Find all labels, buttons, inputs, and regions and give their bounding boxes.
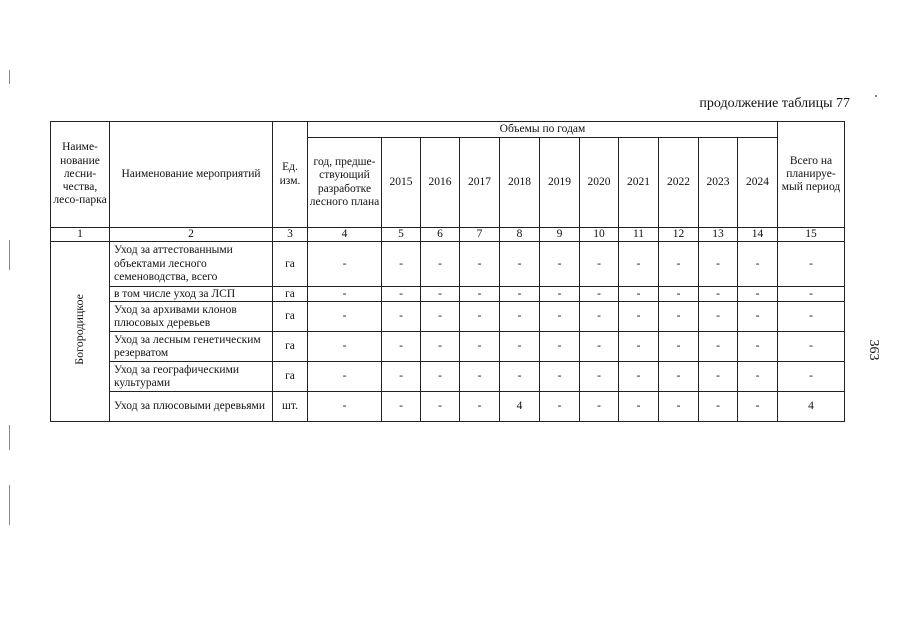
header-total: Всего на планируе-мый период xyxy=(778,122,845,228)
value-cell: - xyxy=(308,242,382,287)
header-volumes: Объемы по годам xyxy=(308,122,778,138)
value-cell: - xyxy=(540,332,580,362)
value-cell: - xyxy=(699,287,738,302)
unit-cell: га xyxy=(273,287,308,302)
column-number: 11 xyxy=(619,228,659,242)
value-cell: - xyxy=(580,332,619,362)
value-cell: - xyxy=(580,302,619,332)
header-year: 2023 xyxy=(699,138,738,228)
value-cell: - xyxy=(699,392,738,422)
value-cell: - xyxy=(460,392,500,422)
value-cell: - xyxy=(580,242,619,287)
value-cell: - xyxy=(421,302,460,332)
column-number: 2 xyxy=(110,228,273,242)
value-cell: - xyxy=(500,287,540,302)
total-cell: 4 xyxy=(778,392,845,422)
value-cell: - xyxy=(619,362,659,392)
unit-cell: га xyxy=(273,332,308,362)
value-cell: - xyxy=(540,242,580,287)
column-number: 6 xyxy=(421,228,460,242)
value-cell: - xyxy=(659,392,699,422)
header-year: 2022 xyxy=(659,138,699,228)
value-cell: - xyxy=(460,287,500,302)
value-cell: - xyxy=(382,242,421,287)
value-cell: - xyxy=(382,287,421,302)
column-number: 4 xyxy=(308,228,382,242)
value-cell: - xyxy=(382,332,421,362)
header-activity: Наименование мероприятий xyxy=(110,122,273,228)
value-cell: - xyxy=(421,392,460,422)
activity-name: Уход за географическими культурами xyxy=(110,362,273,392)
page-number: 363 xyxy=(866,339,881,361)
table-row xyxy=(51,362,845,392)
column-number: 8 xyxy=(500,228,540,242)
total-cell: - xyxy=(778,242,845,287)
value-cell: - xyxy=(659,302,699,332)
value-cell: - xyxy=(382,362,421,392)
header-year: 2017 xyxy=(460,138,500,228)
header-forestry: Наиме-нование лесни-чества, лесо-парка xyxy=(51,122,110,228)
value-cell: - xyxy=(619,392,659,422)
header-year: 2021 xyxy=(619,138,659,228)
value-cell: - xyxy=(308,287,382,302)
header-row-top xyxy=(51,122,845,138)
table-row xyxy=(51,392,845,422)
activity-name: в том числе уход за ЛСП xyxy=(110,287,273,302)
value-cell: - xyxy=(540,392,580,422)
value-cell: - xyxy=(659,242,699,287)
header-year: 2016 xyxy=(421,138,460,228)
value-cell: - xyxy=(308,362,382,392)
value-cell: - xyxy=(619,287,659,302)
value-cell: - xyxy=(421,242,460,287)
unit-cell: га xyxy=(273,362,308,392)
table-row xyxy=(51,332,845,362)
value-cell: - xyxy=(619,302,659,332)
column-number: 12 xyxy=(659,228,699,242)
header-year: 2018 xyxy=(500,138,540,228)
value-cell: - xyxy=(500,302,540,332)
value-cell: - xyxy=(540,362,580,392)
total-cell: - xyxy=(778,302,845,332)
scan-mark xyxy=(9,485,10,525)
scan-mark xyxy=(875,95,877,97)
unit-cell: га xyxy=(273,242,308,287)
value-cell: - xyxy=(500,362,540,392)
scan-mark xyxy=(9,70,10,84)
value-cell: - xyxy=(738,392,778,422)
column-number: 14 xyxy=(738,228,778,242)
column-number: 3 xyxy=(273,228,308,242)
value-cell: 4 xyxy=(500,392,540,422)
value-cell: - xyxy=(659,332,699,362)
column-number: 7 xyxy=(460,228,500,242)
column-number: 15 xyxy=(778,228,845,242)
column-number: 1 xyxy=(51,228,110,242)
value-cell: - xyxy=(500,242,540,287)
header-year: 2019 xyxy=(540,138,580,228)
value-cell: - xyxy=(540,302,580,332)
value-cell: - xyxy=(580,287,619,302)
forestry-cell xyxy=(51,242,110,422)
value-cell: - xyxy=(308,302,382,332)
header-year: 2015 xyxy=(382,138,421,228)
table-caption: продолжение таблицы 77 xyxy=(699,96,850,111)
scan-mark xyxy=(9,425,10,450)
header-unit: Ед. изм. xyxy=(273,122,308,228)
value-cell: - xyxy=(540,287,580,302)
value-cell: - xyxy=(460,242,500,287)
scan-mark xyxy=(9,240,10,270)
total-cell: - xyxy=(778,332,845,362)
header-year: 2020 xyxy=(580,138,619,228)
column-number: 10 xyxy=(580,228,619,242)
activity-name: Уход за архивами клонов плюсовых деревьев xyxy=(110,302,273,332)
value-cell: - xyxy=(738,302,778,332)
activity-name: Уход за аттестованными объектами лесного семеноводства, всего xyxy=(110,242,273,287)
header-year: 2024 xyxy=(738,138,778,228)
value-cell: - xyxy=(738,332,778,362)
value-cell: - xyxy=(421,362,460,392)
value-cell: - xyxy=(699,362,738,392)
value-cell: - xyxy=(460,332,500,362)
column-number: 5 xyxy=(382,228,421,242)
unit-cell: га xyxy=(273,302,308,332)
value-cell: - xyxy=(738,287,778,302)
unit-cell: шт. xyxy=(273,392,308,422)
value-cell: - xyxy=(738,362,778,392)
value-cell: - xyxy=(580,392,619,422)
value-cell: - xyxy=(500,332,540,362)
header-prev-year: год, предше-ствующий разработке лесного плана xyxy=(308,138,382,228)
column-number: 9 xyxy=(540,228,580,242)
value-cell: - xyxy=(699,302,738,332)
table-row xyxy=(51,302,845,332)
total-cell: - xyxy=(778,362,845,392)
activity-name: Уход за плюсовыми деревьями xyxy=(110,392,273,422)
value-cell: - xyxy=(619,332,659,362)
value-cell: - xyxy=(659,362,699,392)
activity-name: Уход за лесным генетическим резерватом xyxy=(110,332,273,362)
value-cell: - xyxy=(619,242,659,287)
value-cell: - xyxy=(659,287,699,302)
value-cell: - xyxy=(580,362,619,392)
table-row xyxy=(51,287,845,302)
total-cell: - xyxy=(778,287,845,302)
column-number-row xyxy=(51,228,845,242)
activity-table xyxy=(50,121,845,422)
value-cell: - xyxy=(699,332,738,362)
value-cell: - xyxy=(421,287,460,302)
table-row xyxy=(51,242,845,287)
value-cell: - xyxy=(308,392,382,422)
value-cell: - xyxy=(460,302,500,332)
column-number: 13 xyxy=(699,228,738,242)
value-cell: - xyxy=(308,332,382,362)
value-cell: - xyxy=(699,242,738,287)
value-cell: - xyxy=(382,302,421,332)
forestry-name: Богородицкое xyxy=(72,294,87,366)
value-cell: - xyxy=(738,242,778,287)
value-cell: - xyxy=(460,362,500,392)
value-cell: - xyxy=(421,332,460,362)
value-cell: - xyxy=(382,392,421,422)
